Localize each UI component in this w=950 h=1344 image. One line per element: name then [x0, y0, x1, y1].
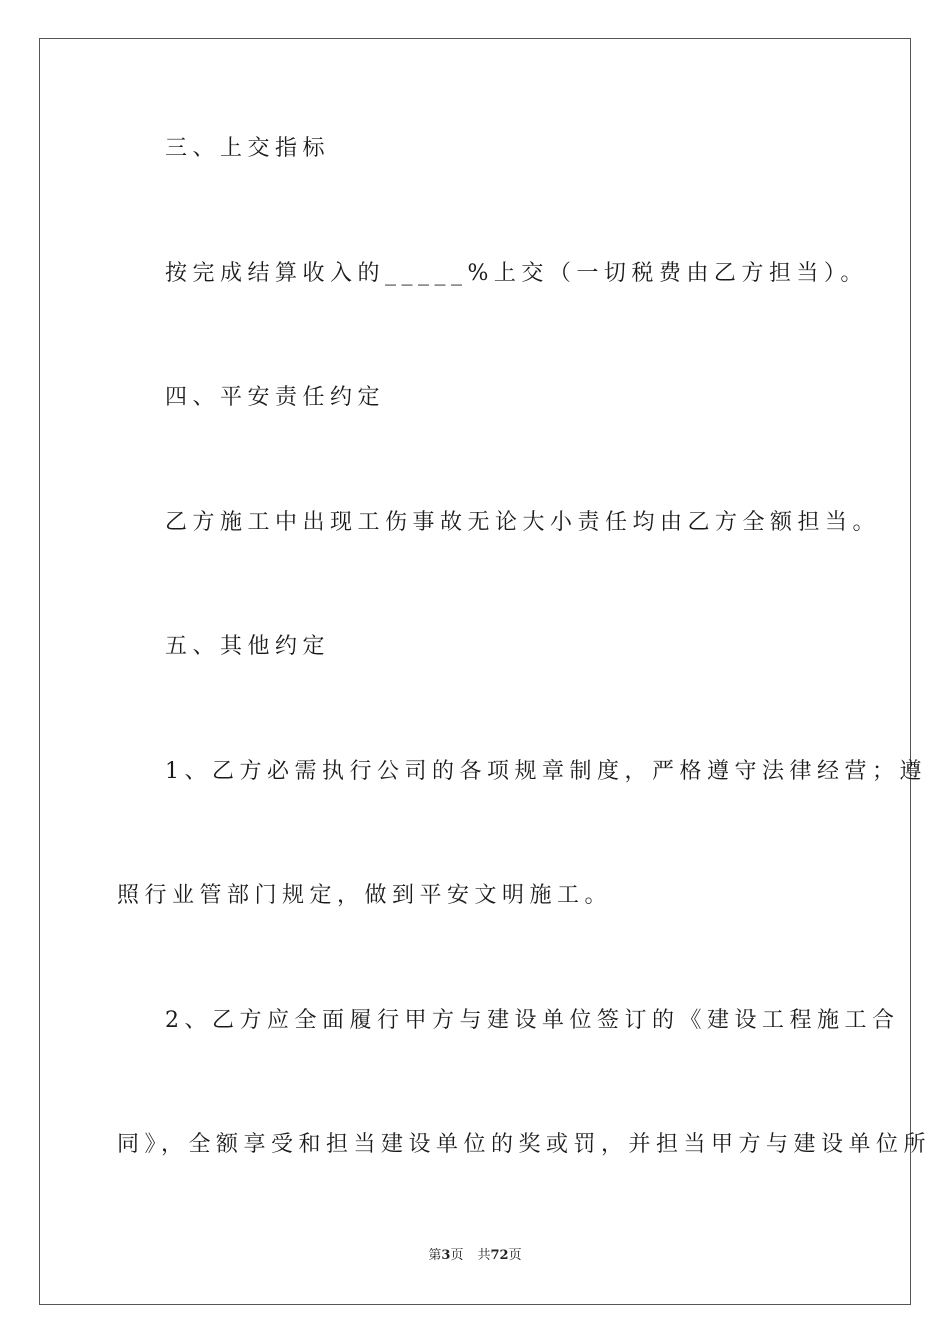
paragraph-clause-2-line-2: 同》，全额享受和担当建设单位的奖或罚，并担当甲方与建设单位所 — [117, 1132, 932, 1157]
heading-section-4: 四、平安责任约定 — [165, 385, 386, 410]
paragraph-safety-liability: 乙方施工中出现工伤事故无论大小责任均由乙方全额担当。 — [165, 510, 881, 535]
page-prefix: 第 — [428, 1248, 442, 1263]
page-footer — [0, 1247, 950, 1265]
heading-section-5: 五、其他约定 — [165, 634, 331, 659]
heading-section-3: 三、上交指标 — [165, 136, 331, 161]
paragraph-clause-1-line-1: 1、乙方必需执行公司的各项规章制度，严格遵守法律经营；遵 — [165, 759, 927, 784]
page-border — [39, 38, 911, 1305]
paragraph-clause-1-line-2: 照行业管部门规定，做到平安文明施工。 — [117, 883, 613, 908]
total-prefix: 共 — [477, 1248, 491, 1263]
paragraph-submission-rate: 按完成结算收入的_____%上交（一切税费由乙方担当）。 — [165, 261, 868, 286]
total-suffix: 页 — [508, 1248, 522, 1263]
page-suffix: 页 — [450, 1248, 464, 1263]
page-current-number: 3 — [441, 1248, 451, 1263]
paragraph-clause-2-line-1: 2、乙方应全面履行甲方与建设单位签订的《建设工程施工合 — [165, 1008, 900, 1033]
page-total-number: 72 — [490, 1248, 509, 1263]
